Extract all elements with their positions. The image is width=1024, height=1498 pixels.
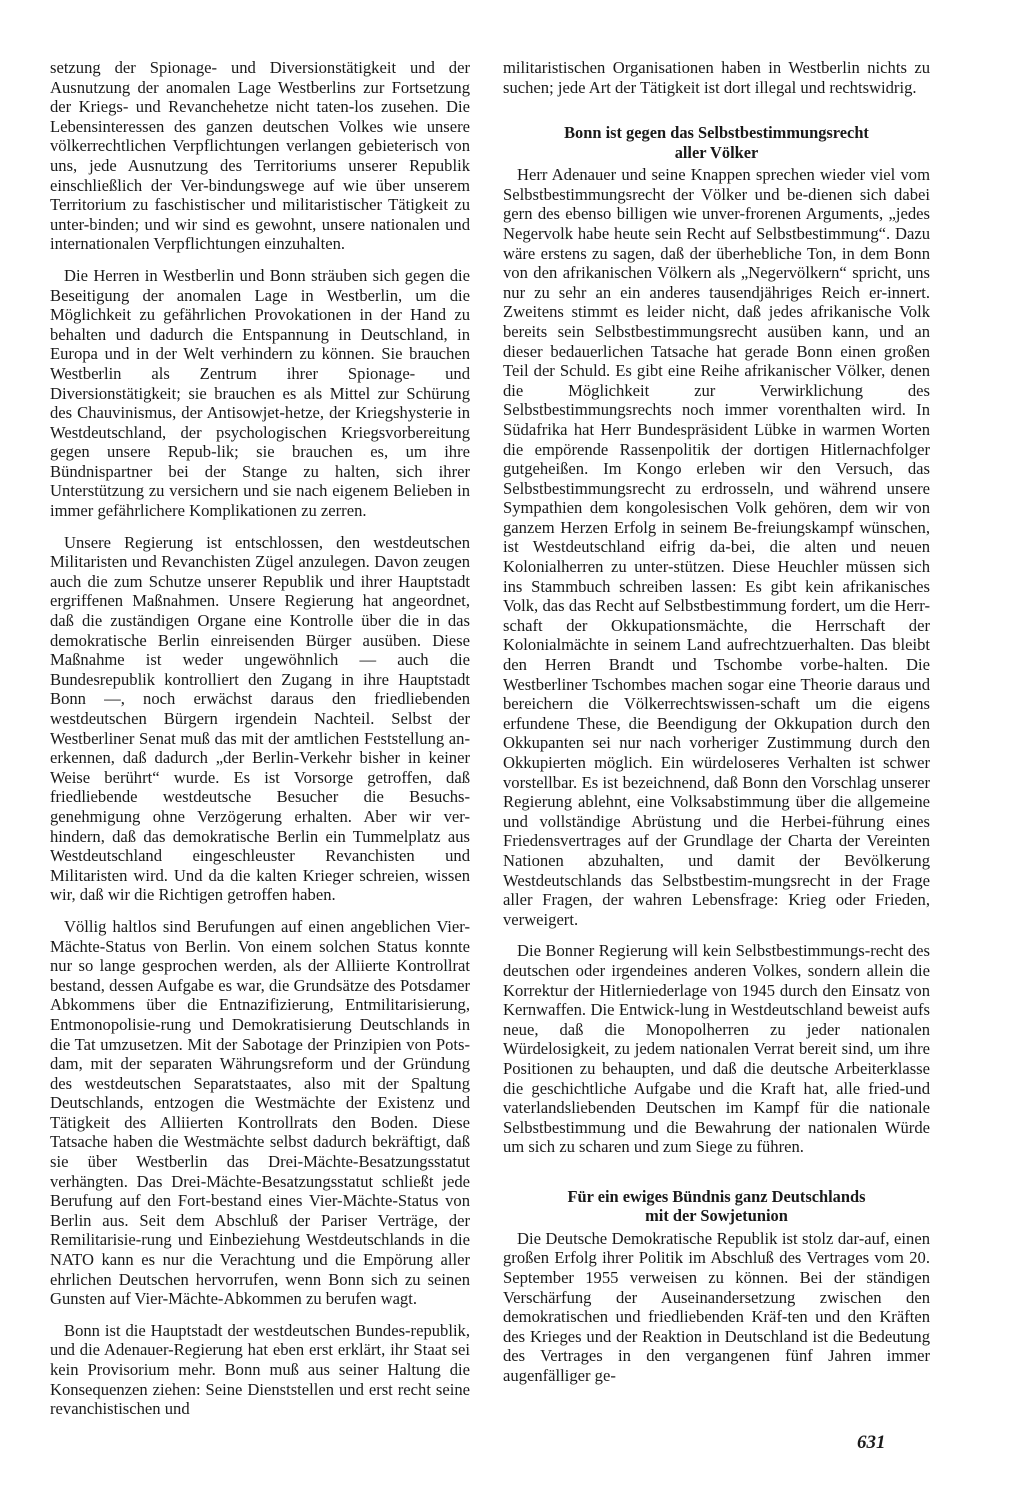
- section-heading-line: Bonn ist gegen das Selbstbestimmungsrecht: [564, 123, 869, 143]
- paragraph: militaristischen Organisationen haben in Westberlin nichts zu suchen; jede Art der Tätigkeit ist dort illegal und rechtswidrig.: [503, 58, 930, 97]
- section-heading-line: mit der Sowjetunion: [645, 1206, 788, 1226]
- paragraph: Die Bonner Regierung will kein Selbstbestimmungs-recht des deutschen oder irgendeines anderen Volkes, sondern allein die Korrektur der Hitlerniederlage von 1945 durch den Einsatz von Kernwaffen. Die Entwick-lung in Westdeutschland beweist aufs neue, daß die Monopolherren zu jeder nationalen Würdelosigkeit, zu jedem nationalen Verrat bereit sind, um ihre Positionen zu behaupten, und daß die deutsche Arbeiterklasse die geschichtliche Aufgabe und die Kraft hat, alle fried-und vaterlandsliebenden Deutschen im Kampf für die nationale Selbstbestimmung und die Bewahrung der nationalen Würde um sich zu scharen und zum Siege zu führen.: [503, 941, 930, 1157]
- paragraph: Herr Adenauer und seine Knappen sprechen wieder viel vom Selbstbestimmungsrecht der Völker und be-dienen sich dabei gern des ebenso billigen wie unver-frorenen Arguments, „jedes Negervolk habe heute sein Recht auf Selbstbestimmung“. Dazu wäre erstens zu sagen, daß der überhebliche Ton, in dem Bonn von den afrikanischen Völkern als „Negervölkern“ spricht, uns nur zu sehr an ein anderes tausendjähriges Reich er-innert. Zweitens stimmt es leider nicht, daß jedes afrikanische Volk bereits sein Selbstbestimmungsrecht ausüben kann, und an dieser bedauerlichen Tatsache hat gerade Bonn einen großen Teil der Schuld. Es gibt eine Reihe afrikanischer Völker, denen die Möglichkeit zur Verwirklichung des Selbstbestimmungsrechts noch immer vorenthalten wird. In Südafrika hat Herr Bundespräsident Lübke in warmen Worten die empörende Rassenpolitik der dortigen Hitlernachfolger gutgeheißen. Im Kongo erleben wir den Versuch, das Selbstbestimmungsrecht zu erdrosseln, und während unsere Sympathien dem kongolesischen Volk gehören, dem wir von ganzem Herzen Erfolg in seinem Be-freiungskampf wünschen, ist Westdeutschland eifrig da-bei, die alten und neuen Kolonialherren zu unter-stützen. Diese Heuchler müssen sich ins Stammbuch schreiben lassen: Es gibt kein afrikanisches Volk, das das Recht auf Selbstbestimmung fordert, um die Herr-schaft der Okkupationsmächte, die Herrschaft der Kolonialmächte in seinem Land aufrechtzuerhalten. Das bleibt den Herren Brandt und Tschombe vorbe-halten. Die Westberliner Tschombes machen sogar eine Theorie daraus und bereichern die Völkerrechtswissen-schaft um die eigens erfundene These, die Beendigung der Okkupation durch den Okkupanten sei nur nach vorheriger Zustimmung durch den Okkupierten möglich. Ein würdeloseres Verhalten ist schwer vorstellbar. Es ist bezeichnend, daß Bonn den Vorschlag unserer Regierung ablehnt, eine Volksabstimmung über die allgemeine und vollständige Abrüstung und die Herbei-führung eines Friedensvertrages auf der Grundlage der Charta der Vereinten Nationen abzuhalten, und damit der Bevölkerung Westdeutschlands das Selbstbestim-mungsrecht in der Frage aller Fragen, der wahren Lebensfrage: Krieg oder Frieden, verweigert.: [503, 165, 930, 929]
- section-heading: [503, 1187, 930, 1226]
- paragraph: Völlig haltlos sind Berufungen auf einen angeblichen Vier-Mächte-Status von Berlin. Von einem solchen Status konnte nur so lange gesprochen werden, als der Alliierte Kontrollrat bestand, dessen Aufgabe es war, die Grundsätze des Potsdamer Abkommens über die Entnazifizierung, Entmilitarisierung, Entmonopolisie-rung und Demokratisierung Deutschlands in die Tat umzusetzen. Mit der Sabotage der Prinzipien von Pots-dam, mit der separaten Währungsreform und der Gründung des westdeutschen Separatstaates, also mit der Spaltung Deutschlands, entzogen die Westmächte der Existenz und Tätigkeit des Alliierten Kontrollrats den Boden. Diese Tatsache haben die Westmächte selbst dadurch bekräftigt, daß sie über Westberlin das Drei-Mächte-Besatzungsstatut verhängten. Das Drei-Mächte-Besatzungsstatut schließt jede Berufung auf den Fort-bestand eines Vier-Mächte-Status von Berlin aus. Seit dem Abschluß der Pariser Verträge, der Remilitarisie-rung und Einbeziehung Westdeutschlands in die NATO kann es nur die Verachtung und die Empörung aller ehrlichen Deutschen hervorrufen, wenn Bonn sich zu seinen Gunsten auf Vier-Mächte-Abkommen zu berufen wagt.: [50, 916, 470, 1309]
- section-heading: [503, 123, 930, 162]
- section-heading-line: Für ein ewiges Bündnis ganz Deutschlands: [567, 1186, 866, 1206]
- page-number: 631: [857, 1432, 886, 1453]
- paragraph: Die Deutsche Demokratische Republik ist stolz dar-auf, einen großen Erfolg ihrer Politik im Abschluß des Vertrages vom 20. September 1955 verweisen zu können. Bei der ständigen Verschärfung der Auseinandersetzung zwischen den demokratischen und friedliebenden Kräf-ten und den Kräften des Krieges und der Reaktion in Deutschland ist die Bedeutung des Vertrages in den vergangenen fünf Jahren immer augenfälliger ge-: [503, 1228, 930, 1386]
- right-column: [503, 58, 930, 1386]
- paragraph: Unsere Regierung ist entschlossen, den westdeutschen Militaristen und Revanchisten Zügel anzulegen. Davon zeugen auch die zum Schutze unserer Republik und ihrer Hauptstadt ergriffenen Maßnahmen. Unsere Regierung hat angeordnet, daß die zuständigen Organe eine Kontrolle über die in das demokratische Berlin einreisenden Bürger ausüben. Diese Maßnahme ist weder ungewöhnlich — auch die Bundesrepublik kontrolliert den Zugang in ihre Hauptstadt Bonn —, noch erwächst daraus den friedliebenden westdeutschen Bürgern irgendein Nachteil. Selbst der Westberliner Senat muß das mit der amtlichen Feststellung an-erkennen, daß dadurch „der Berlin-Verkehr bisher in keiner Weise berührt“ wurde. Es ist Vorsorge getroffen, daß friedliebende westdeutsche Besucher die Besuchs-genehmigung ohne Verzögerung erhalten. Aber wir ver-hindern, daß das demokratische Berlin ein Tummelplatz aus Westdeutschland eingeschleuster Revanchisten und Militaristen wird. Und da die kalten Krieger schreien, wissen wir, daß wir die Richtigen getroffen haben.: [50, 532, 470, 905]
- paragraph: Bonn ist die Hauptstadt der westdeutschen Bundes-republik, und die Adenauer-Regierung hat eben erst erklärt, ihr Staat sei kein Provisorium mehr. Bonn muß aus seiner Haltung die Konsequenzen ziehen: Seine Dienststellen und erst recht seine revanchistischen und: [50, 1320, 470, 1419]
- section-heading-line: aller Völker: [674, 142, 759, 162]
- left-column: [50, 58, 470, 1419]
- paragraph: setzung der Spionage- und Diversionstätigkeit und der Ausnutzung der anomalen Lage Westberlins zur Fortsetzung der Kriegs- und Revanchehetze nicht taten-los zusehen. Die Lebensinteressen des ganzen deutschen Volkes wie unsere völkerrechtlichen Verpflichtungen verlangen gebieterisch von uns, jede Ausnutzung des Territoriums unserer Republik einschließlich der Ver-bindungswege auf wie über unserem Territorium zu faschistischer und militaristischer Tätigkeit zu unter-binden; und wir sind es gewohnt, unsere nationalen und internationalen Verpflichtungen einzuhalten.: [50, 58, 470, 254]
- paragraph: Die Herren in Westberlin und Bonn sträuben sich gegen die Beseitigung der anomalen Lage in Westberlin, um die Möglichkeit zu gefährlichen Provokationen in der Hand zu behalten und dadurch die Entspannung in Deutschland, in Europa und in der Welt verhindern zu können. Sie brauchen Westberlin als Zentrum ihrer Spionage- und Diversionstätigkeit; sie brauchen es als Mittel zur Schürung des Chauvinismus, der Antisowjet-hetze, der Kriegshysterie in Westdeutschland, der psychologischen Kriegsvorbereitung gegen unsere Repub-lik; sie brauchen es, um ihre Bündnispartner bei der Stange zu halten, sich ihrer Unterstützung zu versichern und sie nach eigenem Belieben in immer gefährlichere Komplikationen zu zerren.: [50, 265, 470, 521]
